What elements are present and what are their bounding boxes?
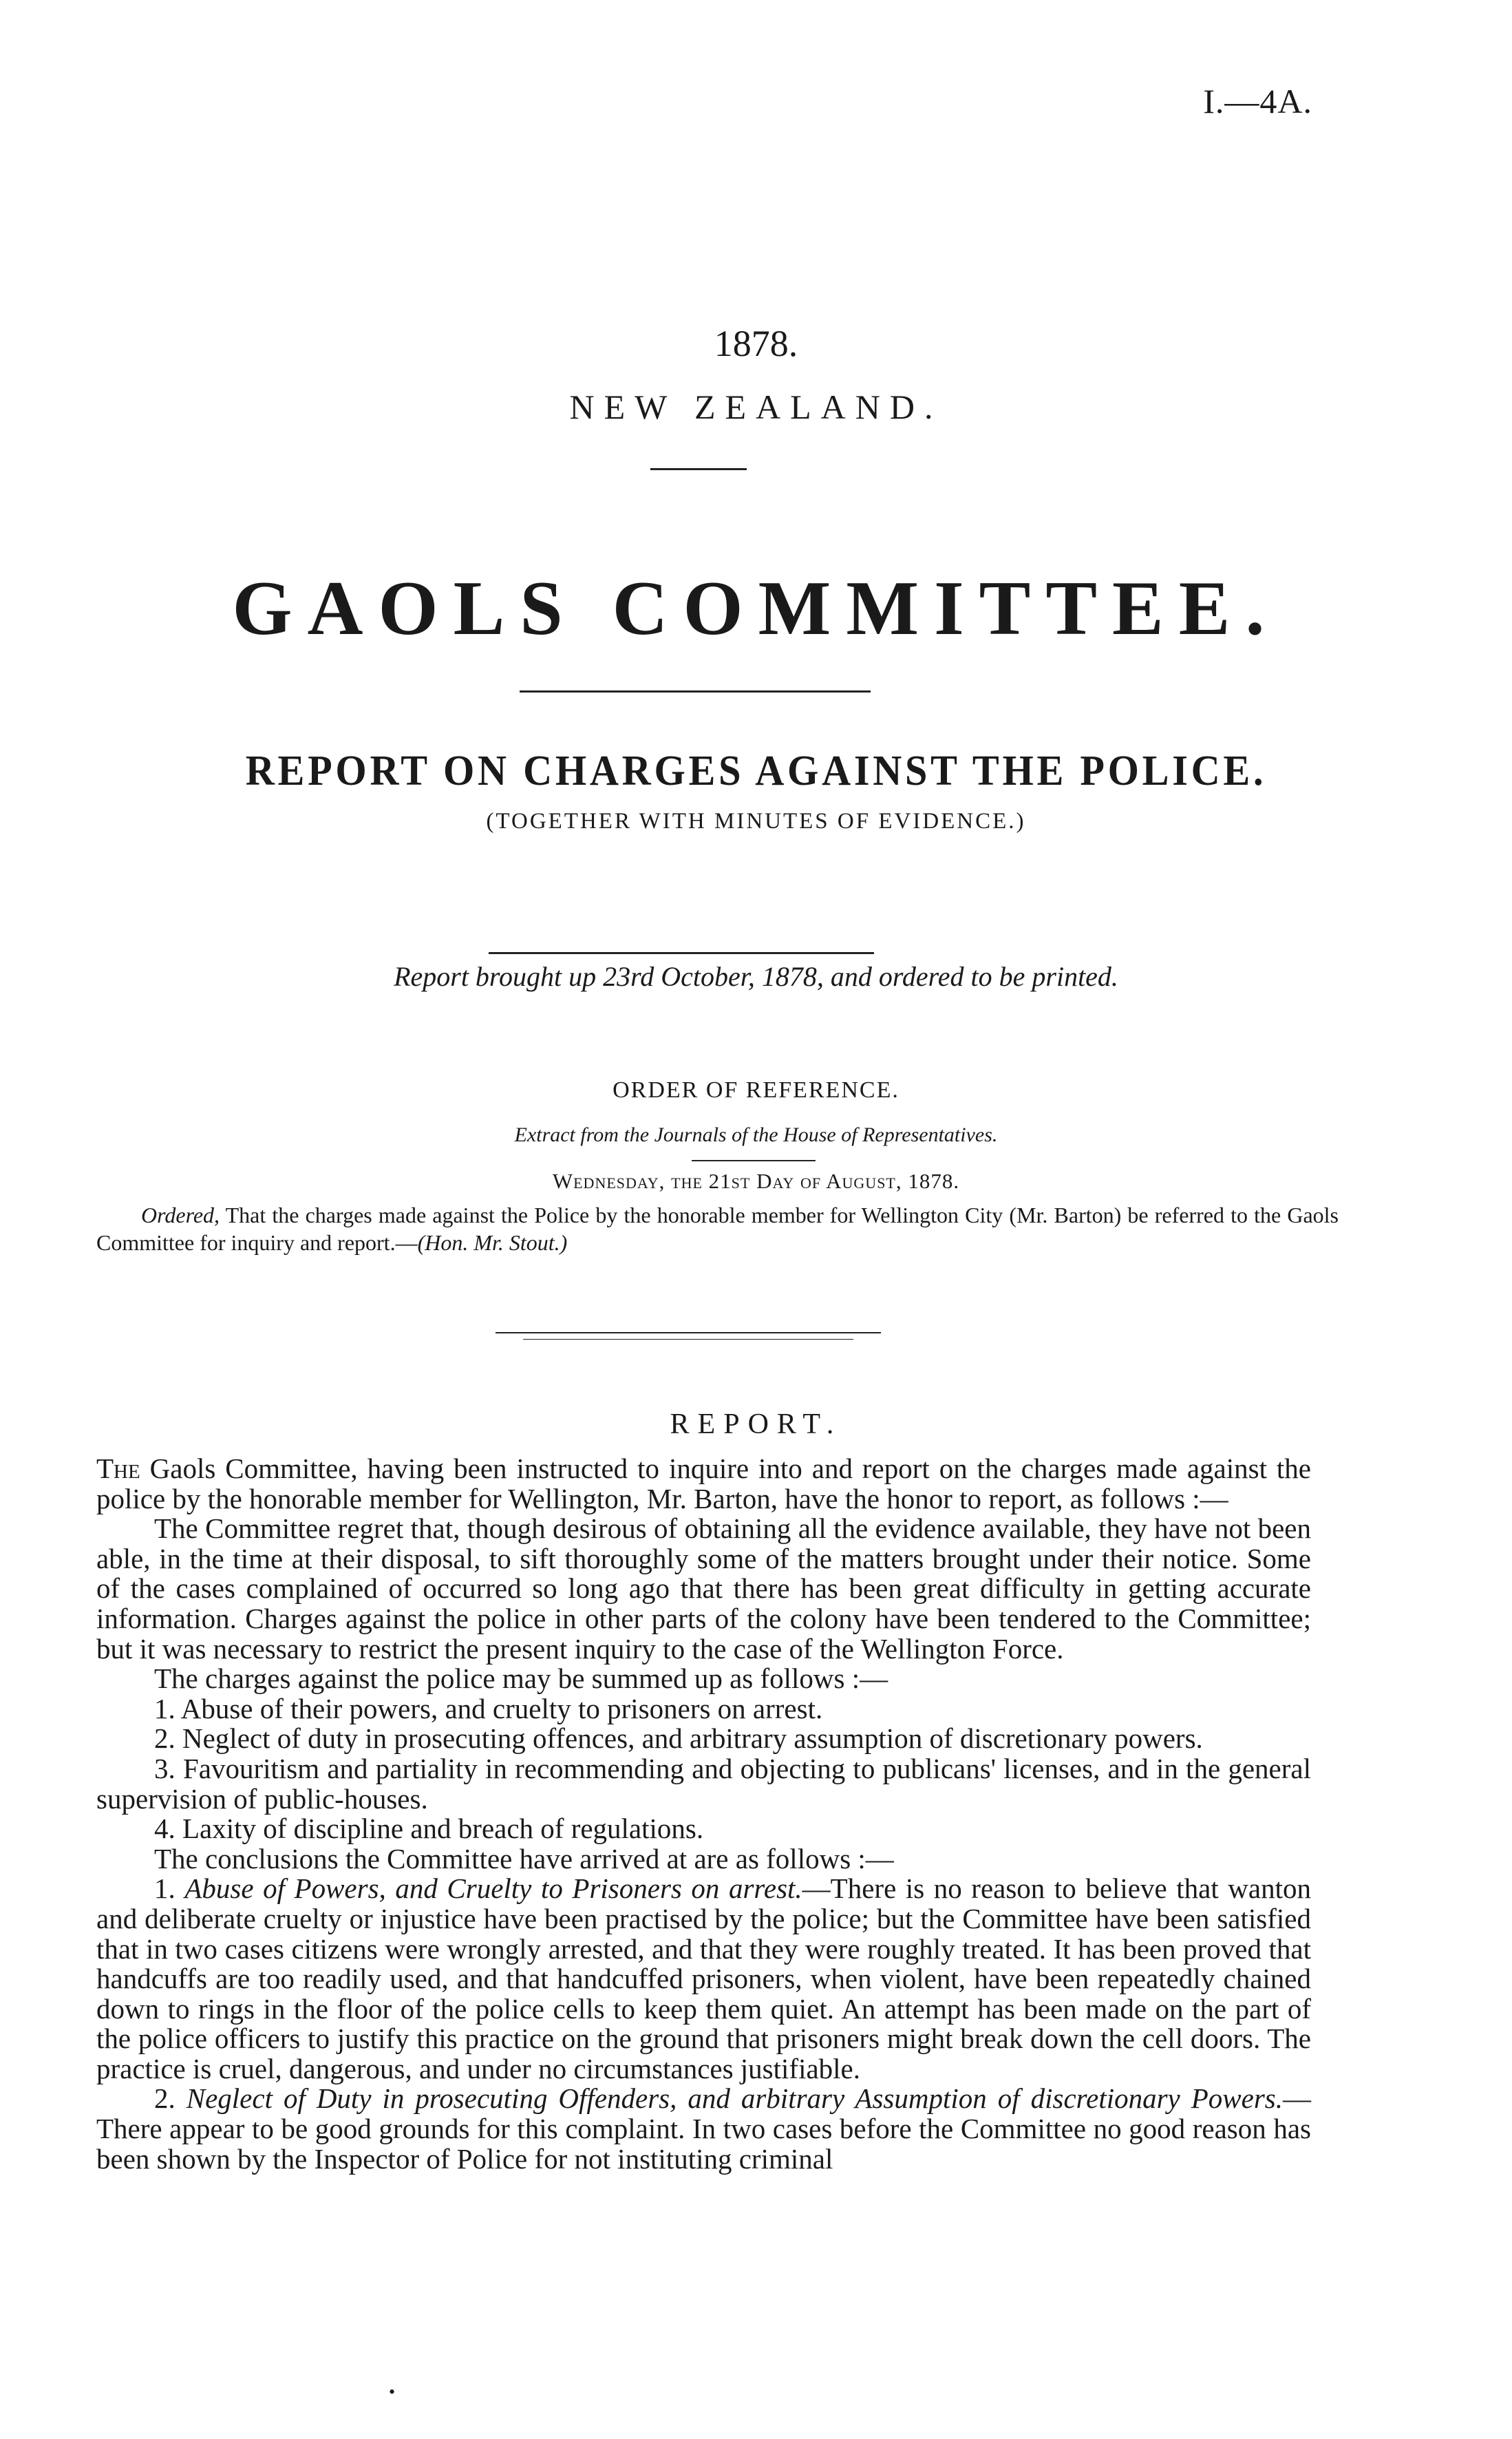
divider-subtitle bbox=[489, 952, 874, 954]
brought-up-line: Report brought up 23rd October, 1878, and ordered to be printed. bbox=[394, 961, 1118, 992]
country: NEW ZEALAND. bbox=[569, 388, 943, 426]
order-mover: (Hon. Mr. Stout.) bbox=[417, 1230, 568, 1255]
charge-item: 4. Laxity of discipline and breach of regulations. bbox=[154, 1813, 704, 1845]
year: 1878. bbox=[714, 323, 798, 364]
report-subtitle: REPORT ON CHARGES AGAINST THE POLICE. bbox=[245, 748, 1267, 794]
divider-short bbox=[650, 468, 747, 470]
report-heading: REPORT. bbox=[670, 1408, 842, 1440]
report-intro bbox=[96, 1454, 1311, 1514]
report-body bbox=[96, 1454, 1311, 2174]
order-date: Wednesday, the 21st Day of August, 1878. bbox=[552, 1169, 960, 1193]
charge-item: 1. Abuse of their powers, and cruelty to prisoners on arrest. bbox=[154, 1692, 823, 1724]
page-code: I.—4A. bbox=[1203, 82, 1312, 120]
conclusion-1-num: 1. bbox=[154, 1872, 175, 1905]
ordered-word: Ordered, bbox=[141, 1203, 220, 1227]
journal-extract: Extract from the Journals of the House of Representatives. bbox=[514, 1123, 998, 1146]
divider-extract bbox=[692, 1160, 816, 1161]
intro-first-word: The bbox=[96, 1453, 140, 1484]
footer-mark: • bbox=[389, 2382, 396, 2402]
divider-title bbox=[520, 690, 871, 693]
subtitle-note: (TOGETHER WITH MINUTES OF EVIDENCE.) bbox=[486, 809, 1026, 834]
order-body: That the charges made against the Police by the honorable member for Wellington City (Mr. Barton) be referred to the Gaols Committee for inquiry and report.— bbox=[96, 1203, 1339, 1255]
conclusion-2-title: Neglect of Duty in prosecuting Offenders, and arbitrary Assumption of discretionary Powers. bbox=[186, 2082, 1283, 2115]
divider-double-top bbox=[496, 1332, 881, 1333]
conclusion-2 bbox=[96, 2084, 1311, 2174]
regret-paragraph: The Committee regret that, though desirous of obtaining all the evidence available, they have not been able, in the time at their disposal, to sift thoroughly some of the matters brought under their notice. Some of the cases complained of occurred so long ago that there has been great difficulty in getting accurate information. Charges against the police in other parts of the colony have been tendered to the Committee; but it was necessary to restrict the present inquiry to the case of the Wellington Force. bbox=[96, 1512, 1311, 1665]
charge-item: 3. Favouritism and partiality in recommending and objecting to publicans' licenses, and in the general supervision of public-houses. bbox=[96, 1752, 1311, 1815]
intro-text: Gaols Committee, having been instructed to inquire into and report on the charges made against the police by the honorable member for Wellington, Mr. Barton, have the honor to report, as follows :— bbox=[96, 1453, 1311, 1514]
conclusions-intro: The conclusions the Committee have arrived at are as follows :— bbox=[154, 1842, 894, 1875]
conclusion-1-text: —There is no reason to believe that wanton and deliberate cruelty or injustice have been practised by the police; but the Committee have been satisfied that in two cases citizens were wrongly arrested, and that they were roughly treated. It has been proved that handcuffs are too readily used, and that handcuffed prisoners, when violent, have been repeatedly chained down to rings in the floor of the police cells to keep them quiet. An attempt has been made on the part of the police officers to justify this practice on the ground that prisoners might break down the cell doors. The practice is cruel, dangerous, and under no circumstances justifiable. bbox=[96, 1872, 1311, 2084]
conclusion-1-title: Abuse of Powers, and Cruelty to Prisoners on arrest. bbox=[184, 1872, 802, 1905]
order-text bbox=[96, 1201, 1339, 1256]
order-of-reference-heading: ORDER OF REFERENCE. bbox=[613, 1077, 899, 1103]
conclusion-1 bbox=[96, 1874, 1311, 2084]
divider-double-bottom bbox=[523, 1339, 853, 1340]
page-title: GAOLS COMMITTEE. bbox=[232, 566, 1280, 651]
charges-intro: The charges against the police may be summed up as follows :— bbox=[154, 1662, 888, 1695]
conclusion-2-text: —There appear to be good grounds for this complaint. In two cases before the Committee no good reason has been shown by the Inspector of Police for not instituting criminal bbox=[96, 2082, 1311, 2175]
charge-item: 2. Neglect of duty in prosecuting offences, and arbitrary assumption of discretionary powers. bbox=[154, 1722, 1203, 1755]
conclusion-2-num: 2. bbox=[154, 2082, 175, 2115]
